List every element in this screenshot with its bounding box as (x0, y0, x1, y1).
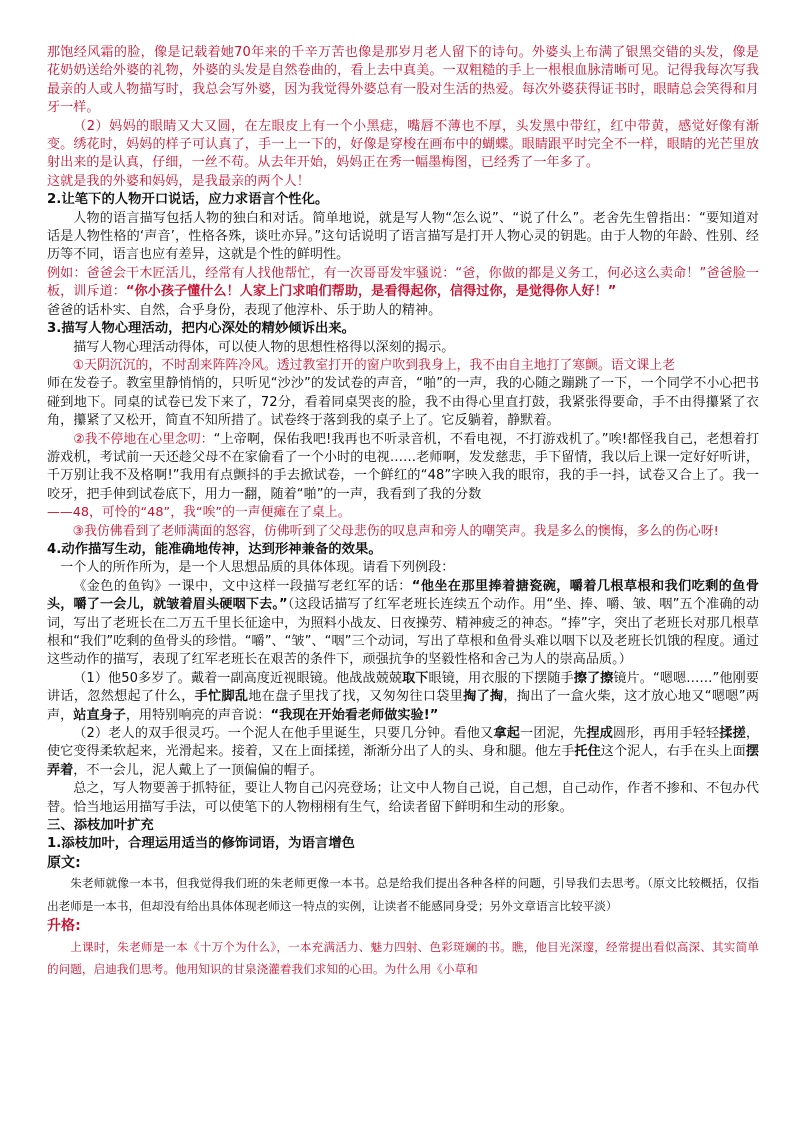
section-4-example-1 (47, 670, 759, 725)
section-3-example-1-start: ①天阴沉沉的，不时刮来阵阵冷风。透过教室打开的窗户吹到我身上，我不由自主地打了寒颤。语文课上老 (72, 357, 676, 373)
section-4-summary: 总之，写人物要善于抓特征，要让人物自己闪亮登场；让文中人物自己说，自己想，自己动作，作者不掺和、不包办代替。恰当地运用描写手法，可以使笔下的人物栩栩有生气，给读者留下鲜明和生动的形象。 (47, 781, 759, 815)
example-text: 例如：爸爸会干木匠活儿，经常有人找他帮忙，有一次哥哥发牢骚说：“爸，你做的都是义务工，何必这么卖命！”爸爸脸一板，训斥道： (47, 265, 759, 300)
quote-bold: “他坐在那里捧着搪瓷碗，嚼着几根草根和我们吃剩的鱼骨头，嚼了一会儿，就皱着眉头硬咽下去。” (47, 578, 759, 613)
section-2-example (47, 265, 759, 302)
section-2-intro: 人物的语言描写包括人物的独白和对话。简单地说，就是写人物“怎么说”、“说了什么”。老舍先生曾指出：“要知道对话是人物性格的‘声音’，性格各殊，谈吐亦异。”这句话说明了语言描写是打开人物心灵的钥匙。由于人物的年龄、性别、经历等不同，语言也应有差异，这就是个性的鲜明性。 (47, 210, 759, 263)
section-3-example-2 (47, 431, 759, 505)
paragraph-grandma: 那饱经风霜的脸，像是记载着她70年来的千辛万苦也像是那岁月老人留下的诗句。外婆头上布满了银黑交错的头发，像是花奶奶送给外婆的礼物，外婆的头发是自然卷曲的，看上去中真美。一双粗糙的手上一根根血脉清晰可见。记得我每次写我最亲的人或人物描写时，我总会写外婆，因为我觉得外婆总有一股对生活的热爱。每次外婆获得证书时，眼睛总会笑得和月牙一样。 (47, 45, 759, 116)
text-span: 《金色的鱼钩》一课中，文中这样一段描写老红军的话： (73, 578, 412, 594)
verb-bold: 掏了掏 (463, 689, 504, 705)
example-2-lead: ②我不停地在心里念叨： (73, 431, 214, 447)
verb-bold: 捏成 (586, 726, 614, 742)
section-4-golden-hook (47, 578, 759, 670)
text-span: ，不一会儿，泥人戴上了一顶偏偏的帽子。 (73, 762, 324, 778)
section-4-example-2 (47, 725, 759, 780)
example-quote: “你小孩子懂什么！人家上门求咱们帮助，是看得起你，信得过你，是觉得你人好！” (125, 284, 617, 300)
paragraph-conclusion: 这就是我的外婆和妈妈，是我最亲的两个人！ (47, 173, 310, 189)
upgrade-label: 升格: (47, 918, 81, 935)
upgrade-text: 上课时，朱老师是一本《十万个为什么》，一本充满活力、魅力四射、色彩斑斓的书。瞧，他目光深邃，经常提出看似高深、其实简单的问题，启迪我们思考。他用知识的甘泉浇灌着我们求知的心田。为什么用《小草和 (47, 939, 759, 977)
example-2-body: “上帝啊，保佑我吧!我再也不听录音机，不看电视，不打游戏机了。”唉!都怪我自己，老想着打游戏机，考试前一天还趁父母不在家偷看了一个小时的电视……老师啊，发发慈悲，手下留情，我以后上课一定好好听讲，千万别让我不及格啊!”我用有点颤抖的手去掀试卷，一个鲜红的“48”字映入我的眼帘，我的手一抖，试卷又合上了。我一咬牙，把手伸到试卷底下，用力一翻，随着“啪”的一声，我看到了我的分数 (47, 431, 759, 502)
text-span: 这个泥人，右手在头上面 (600, 744, 746, 760)
text-span: 圆形，再用手轻轻 (613, 726, 720, 742)
section-2-comment: 爸爸的话朴实、自然，合乎身份，表现了他淳朴、乐于助人的精神。 (47, 302, 442, 318)
section-3-title: 3.描写人物心理活动，把内心深处的精妙倾诉出来。 (47, 321, 356, 337)
verb-bold: 手忙脚乱 (194, 689, 249, 705)
section-4-intro: 一个人的所作所为，是一个人思想品质的具体体现。请看下列例段： (60, 560, 455, 576)
text-span: （2）老人的双手很灵巧。一个泥人在他手里诞生，只要几分钟。看他又 (73, 726, 494, 742)
section-three-title: 三、添枝加叶扩充 (47, 818, 154, 834)
paragraph-mother: （2）妈妈的眼睛又大又圆，在左眼皮上有一个小黑痣，嘴唇不薄也不厚，头发黑中带红，红中带黄，感觉好像有渐变。绣花时，妈妈的样子可认真了，手一上一下的，好像是穿梭在画布中的蝴蝶。眼睛跟平时完全不一样，眼睛的光芒里放射出来的是认真，仔细，一丝不苟。从去年开始，妈妈正在秀一幅墨梅图，已经秀了一年多了。 (47, 118, 759, 171)
text-span: 镜片。“嗯嗯……”他刚要讲话，忽然想起了什么， (47, 670, 759, 705)
text-span: ，用特别响亮的声音说： (125, 707, 271, 723)
text-span: 地在盘子里找了找，又匆匆往口袋里 (248, 689, 464, 705)
text-span: 一团泥，先 (520, 726, 587, 742)
verb-bold: 站直身子 (73, 707, 126, 723)
verb-bold: 取下 (402, 670, 429, 686)
original-label: 原文: (47, 854, 81, 871)
section-3-example-2-end: ——48，可怜的“48”，我“唉”的一声便瘫在了桌上。 (47, 505, 351, 521)
text-span: 眼镜，用衣服的下摆随手 (428, 670, 574, 686)
verb-bold: 擦了擦 (573, 670, 614, 686)
section-3-example-3: ③我仿佛看到了老师满面的怒容，仿佛听到了父母悲伤的叹息声和旁人的嘲笑声。我是多么的懊悔，多么的伤心呀! (72, 523, 719, 539)
analysis-text: （这段话描写了红军老班长连续五个动作。用“坐、捧、嚼、皱、咽”五个准确的动词，写出了老班长在二万五千里长征途中，为照料小战友、日夜操劳、精神疲乏的神态。“捧”字，突出了老班长对那几根草根和“我们”吃剩的鱼骨头的珍惜。“嚼”、“皱”、“咽”三个动词，写出了草根和鱼骨头难以咽下以及老班长饥饿的程度。通过这些动作的描写，表现了红军老班长在艰苦的条件下，顽强抗争的坚毅性格和舍己为人的崇高品质。） (47, 597, 759, 668)
text-span: ，使它变得柔软起来，光滑起来。接着，又在上面揉搓，渐渐分出了人的头、身和腿。他左手 (47, 726, 760, 760)
section-4-title: 4.动作描写生动，能准确地传神，达到形神兼备的效果。 (47, 541, 382, 557)
section-3-intro: 描写人物心理活动得体，可以使人物的思想性格得以深刻的揭示。 (73, 339, 455, 355)
document-page (47, 44, 759, 981)
section-2-title: 2.让笔下的人物开口说话，应力求语言个性化。 (47, 192, 329, 208)
verb-bold: 托住 (574, 744, 601, 760)
text-span: ，掏出了一盒火柴，这才放心地又“嗯嗯”两声， (47, 689, 759, 723)
subsection-title: 1.添枝加叶，合理运用适当的修饰词语，为语言增色 (47, 836, 356, 852)
original-text: 朱老师就像一本书，但我觉得我们班的朱老师更像一本书。总是给我们提出各种各样的问题，引导我们去思考。（原文比较概括，仅指出老师是一本书，但却没有给出具体体现老师这一特点的实例，让读者不能感同身受；另外文章语言比较平淡） (47, 876, 759, 913)
section-3-example-1-body: 师在发卷子。教室里静悄悄的，只听见“沙沙”的发试卷的声音，“啪”的一声，我的心随之蹦跳了一下，一个同学不小心把书碰到地下。同桌的试卷已发下来了，72分，看着同桌哭丧的脸，我不由得心里直打鼓，我紧张得要命，手不由得攥紧了衣角，攥紧了又松开，简直不知所措了。试卷终于落到我的桌子上了。它反躺着，静默着。 (47, 376, 759, 429)
quote-bold: “我现在开始看老师做实验!” (270, 707, 439, 723)
verb-bold: 摆弄着 (47, 744, 759, 778)
verb-bold: 揉搓 (719, 726, 746, 742)
verb-bold: 拿起 (493, 726, 521, 742)
text-span: （1）他50多岁了。戴着一副高度近视眼镜。他战战兢兢 (73, 670, 403, 686)
